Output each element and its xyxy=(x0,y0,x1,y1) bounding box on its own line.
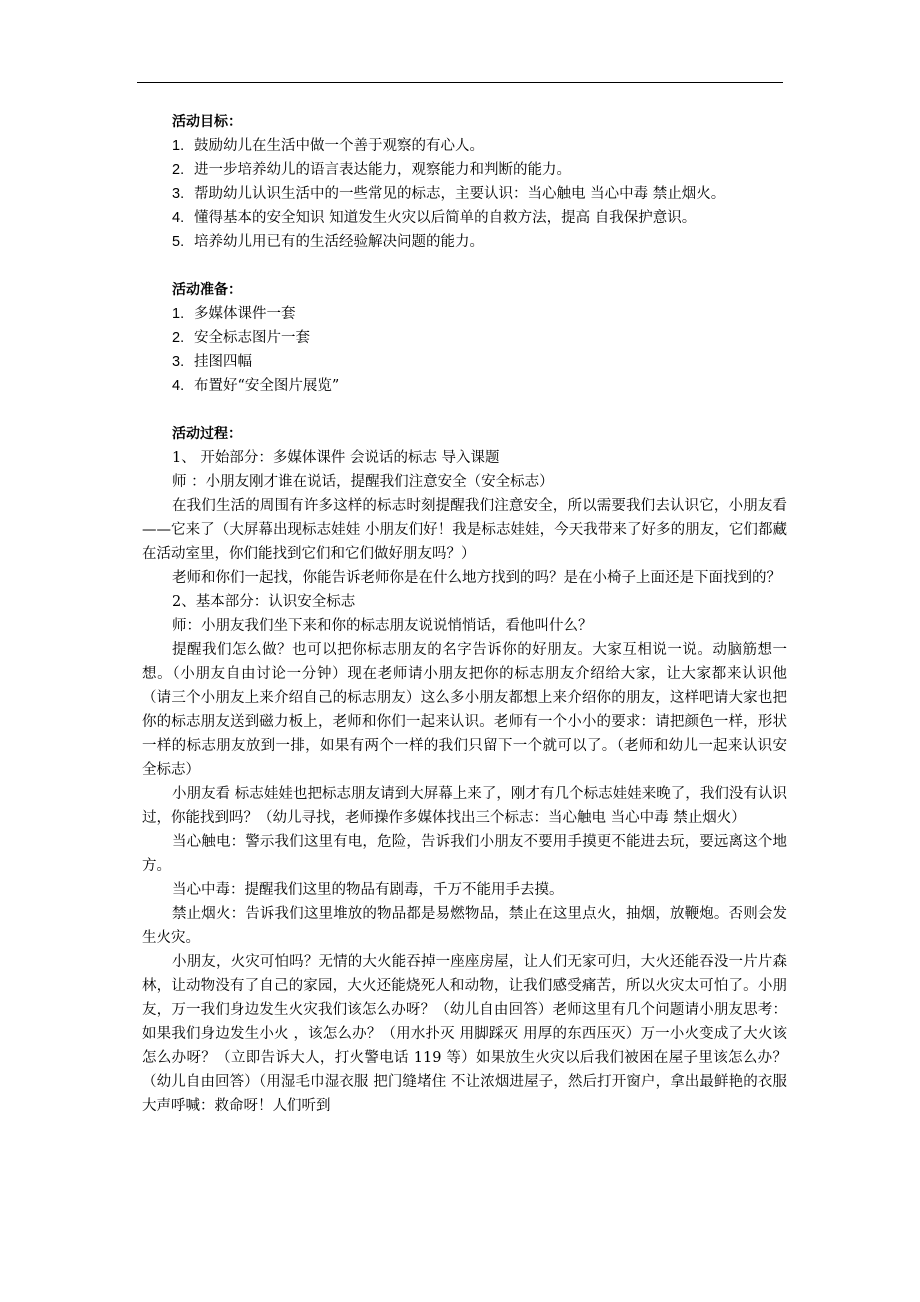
section-spacer xyxy=(142,398,787,422)
goals-heading: 活动目标： xyxy=(172,114,242,130)
process-paragraph: 小朋友看 标志娃娃也把标志朋友请到大屏幕上来了，刚才有几个标志娃娃来晚了，我们没有认识过，你能找到吗？（幼儿寻找，老师操作多媒体找出三个标志：当心触电 当心中毒 禁止烟火） xyxy=(142,786,787,826)
goal-item xyxy=(142,206,787,230)
process-paragraph: 当心触电：警示我们这里有电，危险，告诉我们小朋友不要用手摸更不能进去玩，要远离这个地方。 xyxy=(142,834,787,874)
process-paragraph: 小朋友，火灾可怕吗？无情的大火能吞掉一座座房屋，让人们无家可归，大火还能吞没一片片森林，让动物没有了自己的家园，大火还能烧死人和动物，让我们感受痛苦，所以火灾太可怕了。小朋友，万一我们身边发生火灾我们该怎么办呀？（幼儿自由回答）老师这里有几个问题请小朋友思考：如果我们身边发生小火 ，该怎么办？（用水扑灭 用脚踩灭 用厚的东西压灭）万一小火变成了大火该怎么办呀？（立即告诉大人，打火警电话 119 等）如果放生火灾以后我们被困在屋子里该怎么办？（幼儿自由回答）（用湿毛巾湿衣服 把门缝堵住 不让浓烟进屋子，然后打开窗户，拿出最鲜艳的衣服大声呼喊：救命呀！人们听到 xyxy=(142,954,787,1114)
goal-item-text: 帮助幼儿认识生活中的一些常见的标志，主要认识：当心触电 当心中毒 禁止烟火。 xyxy=(194,186,726,202)
prep-item-text: 布置好“安全图片展览” xyxy=(194,378,340,394)
process-heading: 活动过程： xyxy=(172,426,242,442)
prep-item-number: 3. xyxy=(172,354,185,370)
process-step-1: 1、 开始部分：多媒体课件 会说话的标志 导入课题 xyxy=(172,450,500,466)
prep-heading: 活动准备： xyxy=(172,282,242,298)
goal-item-number: 5. xyxy=(172,234,185,250)
goal-item xyxy=(142,134,787,158)
goal-item-text: 培养幼儿用已有的生活经验解决问题的能力。 xyxy=(194,234,484,250)
goal-item-number: 1. xyxy=(172,138,185,154)
prep-item xyxy=(142,350,787,374)
prep-item xyxy=(142,302,787,326)
goal-item-text: 进一步培养幼儿的语言表达能力，观察能力和判断的能力。 xyxy=(194,162,571,178)
prep-item xyxy=(142,326,787,350)
section-spacer xyxy=(142,254,787,278)
process-paragraph: 师 ：小朋友刚才谁在说话，提醒我们注意安全（安全标志） xyxy=(172,474,554,490)
goal-item xyxy=(142,158,787,182)
prep-item-text: 挂图四幅 xyxy=(194,354,252,370)
document-body xyxy=(142,110,787,1118)
process-paragraph: 当心中毒：提醒我们这里的物品有剧毒，千万不能用手去摸。 xyxy=(172,882,564,898)
process-step-2: 2、基本部分：认识安全标志 xyxy=(172,594,356,610)
goal-item-number: 3. xyxy=(172,186,185,202)
prep-item-text: 安全标志图片一套 xyxy=(194,330,310,346)
process-paragraph: 在我们生活的周围有许多这样的标志时刻提醒我们注意安全，所以需要我们去认识它，小朋友看——它来了（大屏幕出现标志娃娃 小朋友们好！我是标志娃娃，今天我带来了好多的朋友，它们都藏在活动室里，你们能找到它们和它们做好朋友吗？） xyxy=(142,498,787,562)
process-paragraph: 禁止烟火：告诉我们这里堆放的物品都是易燃物品，禁止在这里点火，抽烟，放鞭炮。否则会发生火灾。 xyxy=(142,906,787,946)
prep-item-number: 2. xyxy=(172,330,185,346)
goal-item-number: 4. xyxy=(172,210,185,226)
prep-item-text: 多媒体课件一套 xyxy=(194,306,296,322)
goal-item-text: 鼓励幼儿在生活中做一个善于观察的有心人。 xyxy=(194,138,484,154)
goal-item xyxy=(142,230,787,254)
process-paragraph: 师：小朋友我们坐下来和你的标志朋友说说悄悄话，看他叫什么？ xyxy=(172,618,593,634)
goal-item-number: 2. xyxy=(172,162,185,178)
process-paragraph: 老师和你们一起找，你能告诉老师你是在什么地方找到的吗？是在小椅子上面还是下面找到的？ xyxy=(172,570,781,586)
prep-item-number: 1. xyxy=(172,306,185,322)
goal-item xyxy=(142,182,787,206)
goal-item-text: 懂得基本的安全知识 知道发生火灾以后简单的自救方法，提高 自我保护意识。 xyxy=(194,210,697,226)
prep-item xyxy=(142,374,787,398)
process-paragraph: 提醒我们怎么做？也可以把你标志朋友的名字告诉你的好朋友。大家互相说一说。动脑筋想一想。（小朋友自由讨论一分钟）现在老师请小朋友把你的标志朋友介绍给大家，让大家都来认识他（请三个小朋友上来介绍自己的标志朋友）这么多小朋友都想上来介绍你的朋友，这样吧请大家也把你的标志朋友送到磁力板上，老师和你们一起来认识。老师有一个小小的要求：请把颜色一样，形状一样的标志朋友放到一排，如果有两个一样的我们只留下一个就可以了。（老师和幼儿一起来认识安全标志） xyxy=(142,642,787,778)
prep-item-number: 4. xyxy=(172,378,185,394)
header-rule xyxy=(137,82,783,83)
